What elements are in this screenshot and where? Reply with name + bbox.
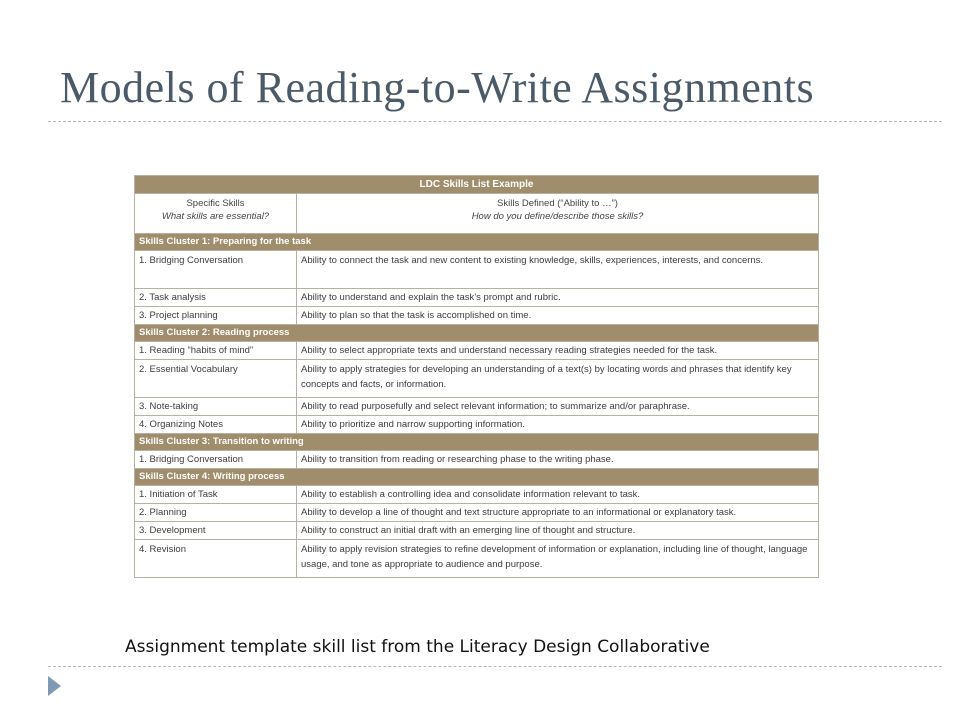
header-col1-title: Specific Skills [186,198,245,209]
skill-name: 4. Revision [135,540,297,578]
skill-definition: Ability to develop a line of thought and text structure appropriate to an informational or explanatory task. [297,504,819,522]
table-title: LDC Skills List Example [135,176,819,194]
skill-definition: Ability to apply strategies for developing an understanding of a text(s) by locating words and phrases that identify key concepts and facts, or information. [297,360,819,398]
header-skills-defined [297,194,819,234]
title-divider [48,121,942,122]
slide-title: Models of Reading-to-Write Assignments [60,63,815,112]
cluster-title: Skills Cluster 2: Reading process [135,325,819,342]
skill-definition: Ability to understand and explain the task’s prompt and rubric. [297,289,819,307]
skill-definition: Ability to connect the task and new content to existing knowledge, skills, experiences, interests, and concerns. [297,251,819,289]
table-header-row [135,194,819,234]
skill-name: 2. Planning [135,504,297,522]
cluster-row [135,469,819,486]
table-row [135,251,819,289]
skill-name: 2. Task analysis [135,289,297,307]
table-row [135,289,819,307]
skill-definition: Ability to select appropriate texts and understand necessary reading strategies needed for the task. [297,342,819,360]
cluster-row [135,434,819,451]
footer-divider [48,666,942,667]
skill-definition: Ability to establish a controlling idea and consolidate information relevant to task. [297,486,819,504]
table-title-row [135,176,819,194]
skill-definition: Ability to construct an initial draft with an emerging line of thought and structure. [297,522,819,540]
cluster-title: Skills Cluster 3: Transition to writing [135,434,819,451]
skill-name: 1. Initiation of Task [135,486,297,504]
skill-definition: Ability to prioritize and narrow supporting information. [297,416,819,434]
slide-caption: Assignment template skill list from the Literacy Design Collaborative [125,637,710,657]
table-row [135,416,819,434]
skill-name: 3. Development [135,522,297,540]
cluster-title: Skills Cluster 1: Preparing for the task [135,234,819,251]
skills-table [134,175,819,578]
table-row [135,486,819,504]
skill-name: 1. Reading “habits of mind” [135,342,297,360]
header-col2-title: Skills Defined (“Ability to …”) [497,198,618,209]
table-row [135,522,819,540]
table-row [135,342,819,360]
table-row [135,307,819,325]
table-row [135,540,819,578]
skill-name: 1. Bridging Conversation [135,451,297,469]
skill-name: 3. Note-taking [135,398,297,416]
skill-definition: Ability to read purposefully and select relevant information; to summarize and/or paraphrase. [297,398,819,416]
triangle-bullet-icon [48,676,61,696]
cluster-row [135,325,819,342]
skill-name: 4. Organizing Notes [135,416,297,434]
skill-name: 2. Essential Vocabulary [135,360,297,398]
header-specific-skills [135,194,297,234]
skill-name: 1. Bridging Conversation [135,251,297,289]
header-col1-subtitle: What skills are essential? [161,211,270,222]
skill-definition: Ability to apply revision strategies to refine development of information or explanation, including line of thought, language usage, and tone as appropriate to audience and purpose. [297,540,819,578]
table-row [135,360,819,398]
table-row [135,504,819,522]
table-row [135,451,819,469]
cluster-row [135,234,819,251]
skill-definition: Ability to plan so that the task is accomplished on time. [297,307,819,325]
table-row [135,398,819,416]
header-col2-subtitle: How do you define/describe those skills? [471,211,644,222]
skill-name: 3. Project planning [135,307,297,325]
skill-definition: Ability to transition from reading or researching phase to the writing phase. [297,451,819,469]
cluster-title: Skills Cluster 4: Writing process [135,469,819,486]
skills-table-body [135,176,819,578]
